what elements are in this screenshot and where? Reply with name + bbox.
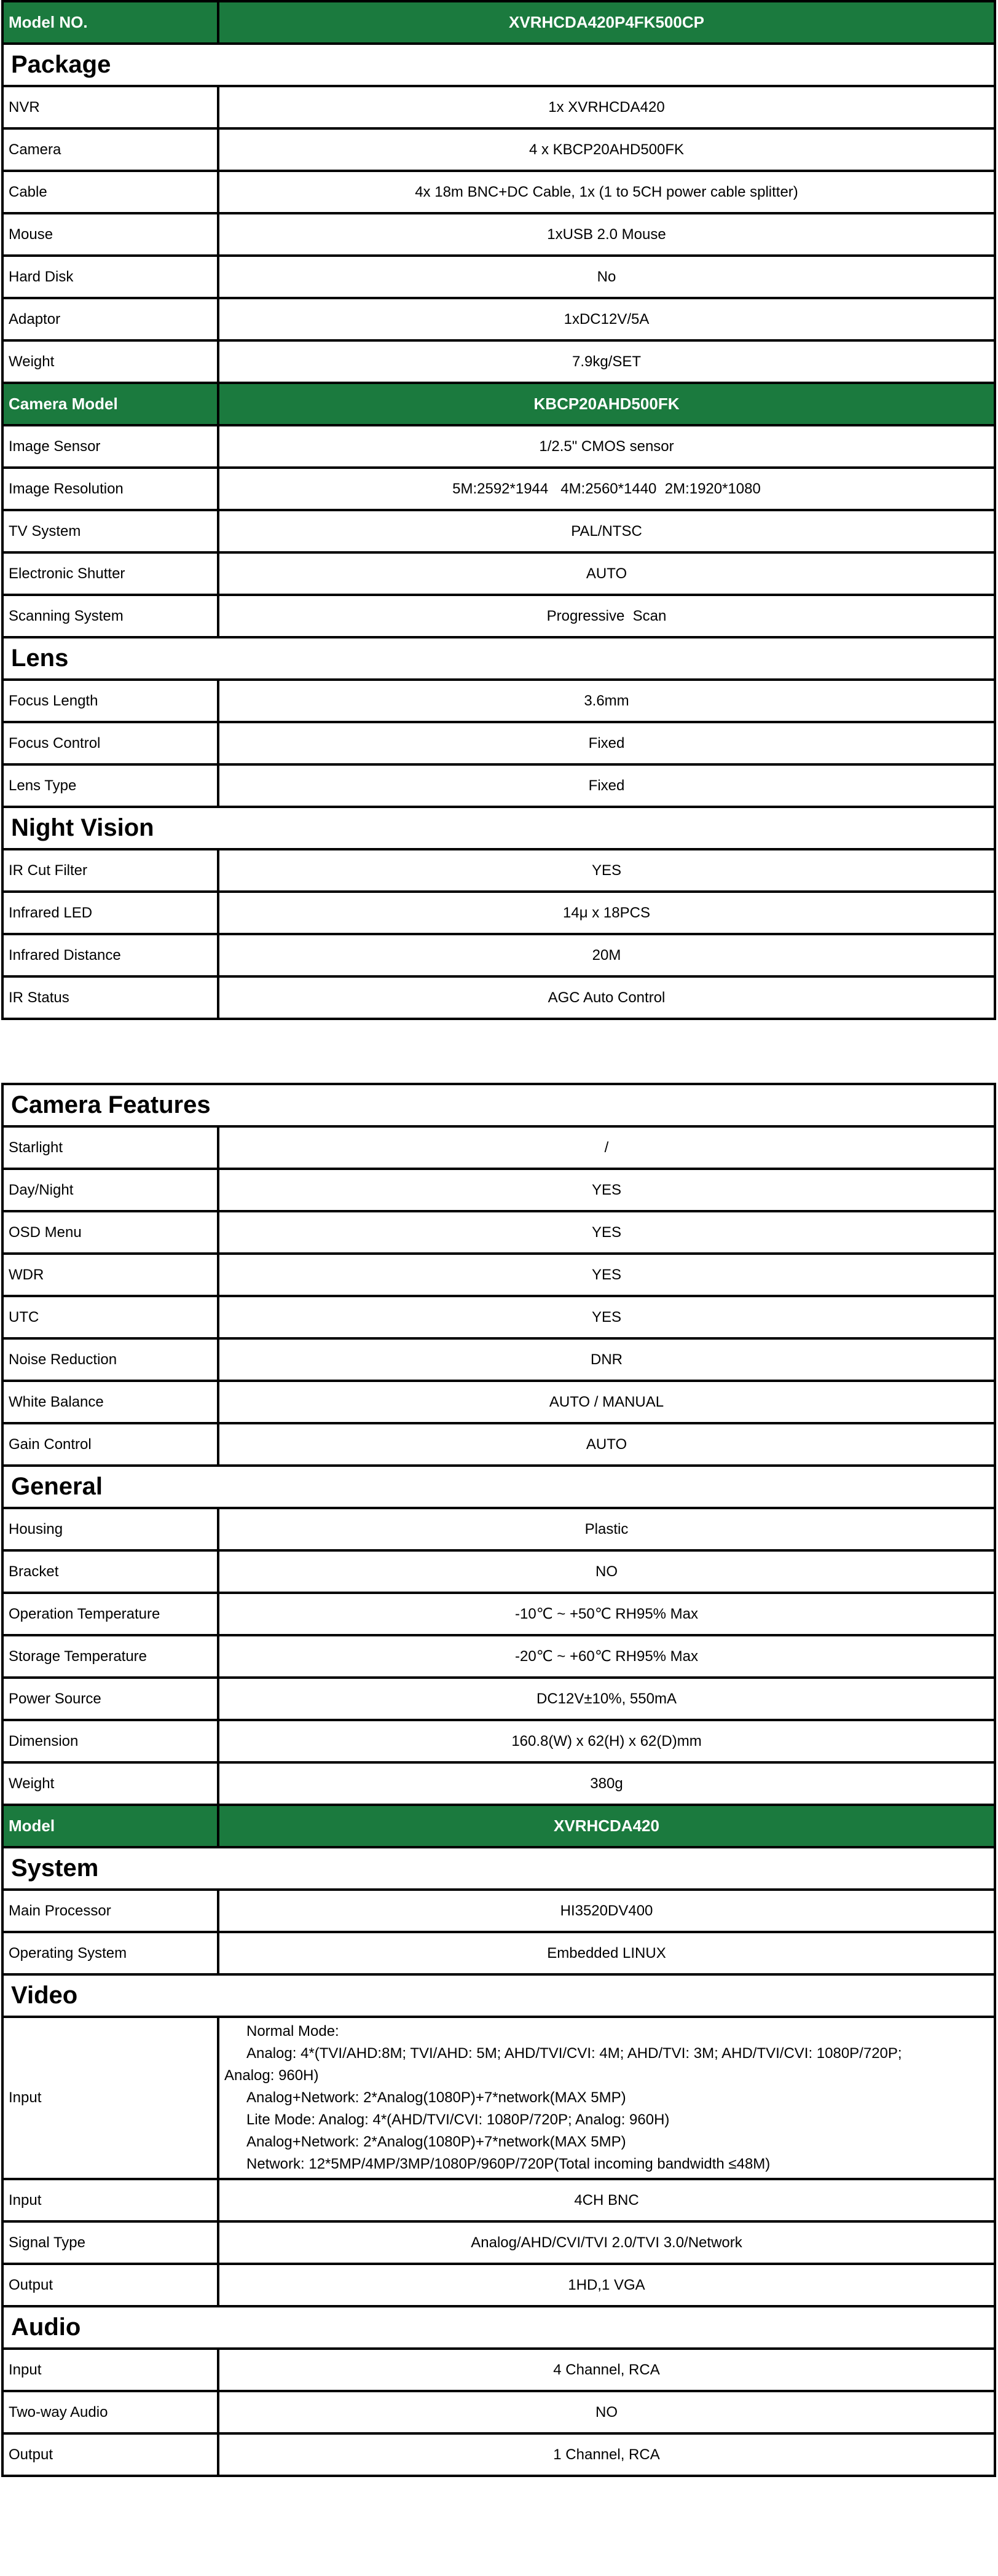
spec-label: Operating System	[2, 1932, 218, 1974]
camera-features-section-heading	[2, 1084, 995, 1126]
spec-value: -20℃ ~ +60℃ RH95% Max	[218, 1635, 995, 1678]
spec-label: Storage Temperature	[2, 1635, 218, 1678]
spec-label: Camera	[2, 128, 218, 171]
spec-label: Weight	[2, 340, 218, 383]
spec-value: NO	[218, 2391, 995, 2433]
lens-title: Lens	[2, 637, 995, 680]
spec-row-nvr	[2, 86, 995, 128]
spec-value: 20M	[218, 934, 995, 976]
spec-row-dimension	[2, 1720, 995, 1762]
package-section-heading	[2, 44, 995, 86]
spec-value: AUTO / MANUAL	[218, 1381, 995, 1423]
spec-row-focus-length	[2, 680, 995, 722]
spec-row-utc	[2, 1296, 995, 1338]
system-title: System	[2, 1847, 995, 1890]
spec-value: Embedded LINUX	[218, 1932, 995, 1974]
spec-label: Focus Length	[2, 680, 218, 722]
spec-value: DNR	[218, 1338, 995, 1381]
spec-value: 4x 18m BNC+DC Cable, 1x (1 to 5CH power cable splitter)	[218, 171, 995, 213]
spec-row-white-balance	[2, 1381, 995, 1423]
spec-row-adaptor	[2, 298, 995, 340]
spec-label: Focus Control	[2, 722, 218, 764]
spec-value: 7.9kg/SET	[218, 340, 995, 383]
spec-value: -10℃ ~ +50℃ RH95% Max	[218, 1593, 995, 1635]
spec-label: Two-way Audio	[2, 2391, 218, 2433]
night-vision-section-heading	[2, 807, 995, 849]
nvr-model-value: XVRHCDA420	[218, 1805, 995, 1847]
spec-label: WDR	[2, 1254, 218, 1296]
spec-value: AGC Auto Control	[218, 976, 995, 1019]
spec-row-gain-control	[2, 1423, 995, 1466]
package-title: Package	[2, 44, 995, 86]
spec-label: White Balance	[2, 1381, 218, 1423]
spec-value: AUTO	[218, 1423, 995, 1466]
video-input-line: Analog+Network: 2*Analog(1080P)+7*network(MAX 5MP)	[246, 2089, 626, 2106]
video-section-heading	[2, 1974, 995, 2017]
video-input-line: Analog+Network: 2*Analog(1080P)+7*network(MAX 5MP)	[246, 2134, 626, 2150]
general-title: General	[2, 1466, 995, 1508]
spec-label: Mouse	[2, 213, 218, 256]
spec-value: 1xDC12V/5A	[218, 298, 995, 340]
spec-value: 4CH BNC	[218, 2179, 995, 2221]
spec-row-image-resolution	[2, 468, 995, 510]
spec-row-audio-output	[2, 2433, 995, 2476]
spec-value: 380g	[218, 1762, 995, 1805]
system-section-heading	[2, 1847, 995, 1890]
spec-row-main-processor	[2, 1890, 995, 1932]
spec-label: Weight	[2, 1762, 218, 1805]
spec-value: NO	[218, 1550, 995, 1593]
spec-row-package-weight	[2, 340, 995, 383]
video-title: Video	[2, 1974, 995, 2017]
spec-value: 1HD,1 VGA	[218, 2264, 995, 2306]
spec-row-power-source	[2, 1678, 995, 1720]
spec-row-video-input	[2, 2179, 995, 2221]
spec-value: /	[218, 1126, 995, 1169]
spec-value: PAL/NTSC	[218, 510, 995, 552]
spec-label: Input	[2, 2349, 218, 2391]
camera-model-row	[2, 383, 995, 425]
spec-label: Housing	[2, 1508, 218, 1550]
spec-row-scanning-system	[2, 595, 995, 637]
spec-row-infrared-distance	[2, 934, 995, 976]
spec-row-storage-temperature	[2, 1635, 995, 1678]
video-input-line: Network: 12*5MP/4MP/3MP/1080P/960P/720P(Total incoming bandwidth ≤48M)	[246, 2156, 771, 2172]
spec-value: 1 Channel, RCA	[218, 2433, 995, 2476]
spec-value: Plastic	[218, 1508, 995, 1550]
spec-row-two-way-audio	[2, 2391, 995, 2433]
spec-label: Image Sensor	[2, 425, 218, 468]
spec-row-starlight	[2, 1126, 995, 1169]
spec-label: Output	[2, 2433, 218, 2476]
general-section-heading	[2, 1466, 995, 1508]
audio-section-heading	[2, 2306, 995, 2349]
spec-value: Analog/AHD/CVI/TVI 2.0/TVI 3.0/Network	[218, 2221, 995, 2264]
spec-row-camera	[2, 128, 995, 171]
spec-label: Starlight	[2, 1126, 218, 1169]
spec-row-ir-cut-filter	[2, 849, 995, 892]
features-nvr-spec-table	[1, 1083, 996, 2477]
spec-row-audio-input	[2, 2349, 995, 2391]
spec-label: Power Source	[2, 1678, 218, 1720]
spec-row-osd-menu	[2, 1211, 995, 1254]
spec-value: DC12V±10%, 550mA	[218, 1678, 995, 1720]
spec-row-operating-system	[2, 1932, 995, 1974]
spec-label: Adaptor	[2, 298, 218, 340]
camera-features-title: Camera Features	[2, 1084, 995, 1126]
spec-row-noise-reduction	[2, 1338, 995, 1381]
spec-label: IR Status	[2, 976, 218, 1019]
spec-label: Day/Night	[2, 1169, 218, 1211]
spec-value: Fixed	[218, 722, 995, 764]
spec-label: NVR	[2, 86, 218, 128]
spec-row-ir-status	[2, 976, 995, 1019]
spec-label: OSD Menu	[2, 1211, 218, 1254]
spec-label: Signal Type	[2, 2221, 218, 2264]
spec-value: YES	[218, 1254, 995, 1296]
spec-label: Noise Reduction	[2, 1338, 218, 1381]
spec-value: 4 Channel, RCA	[218, 2349, 995, 2391]
model-number-value: XVRHCDA420P4FK500CP	[218, 1, 995, 44]
spec-value: HI3520DV400	[218, 1890, 995, 1932]
spec-value: Progressive Scan	[218, 595, 995, 637]
spec-row-video-output	[2, 2264, 995, 2306]
spec-label: Input	[2, 2179, 218, 2221]
spec-row-mouse	[2, 213, 995, 256]
spec-row-image-sensor	[2, 425, 995, 468]
spec-label: Lens Type	[2, 764, 218, 807]
spec-value: 14μ x 18PCS	[218, 892, 995, 934]
spec-label: Output	[2, 2264, 218, 2306]
model-number-row	[2, 1, 995, 44]
spec-value: Fixed	[218, 764, 995, 807]
spec-row-electronic-shutter	[2, 552, 995, 595]
spec-label: Infrared LED	[2, 892, 218, 934]
lens-section-heading	[2, 637, 995, 680]
spec-row-lens-type	[2, 764, 995, 807]
spec-row-tv-system	[2, 510, 995, 552]
spec-row-cable	[2, 171, 995, 213]
spec-label: Operation Temperature	[2, 1593, 218, 1635]
spec-row-hard-disk	[2, 256, 995, 298]
camera-model-value: KBCP20AHD500FK	[218, 383, 995, 425]
spec-value: 160.8(W) x 62(H) x 62(D)mm	[218, 1720, 995, 1762]
video-input-line: Normal Mode:	[246, 2023, 339, 2040]
spec-value: 4 x KBCP20AHD500FK	[218, 128, 995, 171]
camera-model-label: Camera Model	[2, 383, 218, 425]
spec-label: TV System	[2, 510, 218, 552]
spec-value: AUTO	[218, 552, 995, 595]
spec-label: Electronic Shutter	[2, 552, 218, 595]
spec-row-focus-control	[2, 722, 995, 764]
spec-value: 3.6mm	[218, 680, 995, 722]
spec-value: 1xUSB 2.0 Mouse	[218, 213, 995, 256]
spec-value: YES	[218, 1296, 995, 1338]
spec-label: Cable	[2, 171, 218, 213]
audio-title: Audio	[2, 2306, 995, 2349]
video-input-line: Analog: 960H)	[224, 2067, 319, 2084]
spec-row-housing	[2, 1508, 995, 1550]
spec-row-video-input-modes	[2, 2017, 995, 2179]
spec-value: 5M:2592*1944 4M:2560*1440 2M:1920*1080	[218, 468, 995, 510]
spec-row-wdr	[2, 1254, 995, 1296]
spec-label: Input	[2, 2017, 218, 2179]
spec-row-operation-temperature	[2, 1593, 995, 1635]
spec-row-bracket	[2, 1550, 995, 1593]
spec-value: YES	[218, 1211, 995, 1254]
night-vision-title: Night Vision	[2, 807, 995, 849]
spec-row-signal-type	[2, 2221, 995, 2264]
video-input-modes-value	[218, 2017, 995, 2179]
spec-label: Dimension	[2, 1720, 218, 1762]
nvr-model-label: Model	[2, 1805, 218, 1847]
video-input-line: Lite Mode: Analog: 4*(AHD/TVI/CVI: 1080P/720P; Analog: 960H)	[246, 2111, 670, 2128]
spec-label: Scanning System	[2, 595, 218, 637]
spec-value: YES	[218, 849, 995, 892]
spec-label: UTC	[2, 1296, 218, 1338]
spec-value: 1/2.5" CMOS sensor	[218, 425, 995, 468]
spec-label: Hard Disk	[2, 256, 218, 298]
spec-value: 1x XVRHCDA420	[218, 86, 995, 128]
spec-value: YES	[218, 1169, 995, 1211]
model-number-label: Model NO.	[2, 1, 218, 44]
spec-label: Image Resolution	[2, 468, 218, 510]
spec-value: No	[218, 256, 995, 298]
video-input-line: Analog: 4*(TVI/AHD:8M; TVI/AHD: 5M; AHD/TVI/CVI: 4M; AHD/TVI: 3M; AHD/TVI/CVI: 1080P/720P;	[246, 2045, 902, 2062]
spec-label: Infrared Distance	[2, 934, 218, 976]
spec-row-camera-weight	[2, 1762, 995, 1805]
spec-row-day-night	[2, 1169, 995, 1211]
spec-label: Bracket	[2, 1550, 218, 1593]
spec-label: IR Cut Filter	[2, 849, 218, 892]
spec-label: Main Processor	[2, 1890, 218, 1932]
spec-row-infrared-led	[2, 892, 995, 934]
package-camera-spec-table	[1, 0, 996, 1020]
nvr-model-row	[2, 1805, 995, 1847]
spec-label: Gain Control	[2, 1423, 218, 1466]
